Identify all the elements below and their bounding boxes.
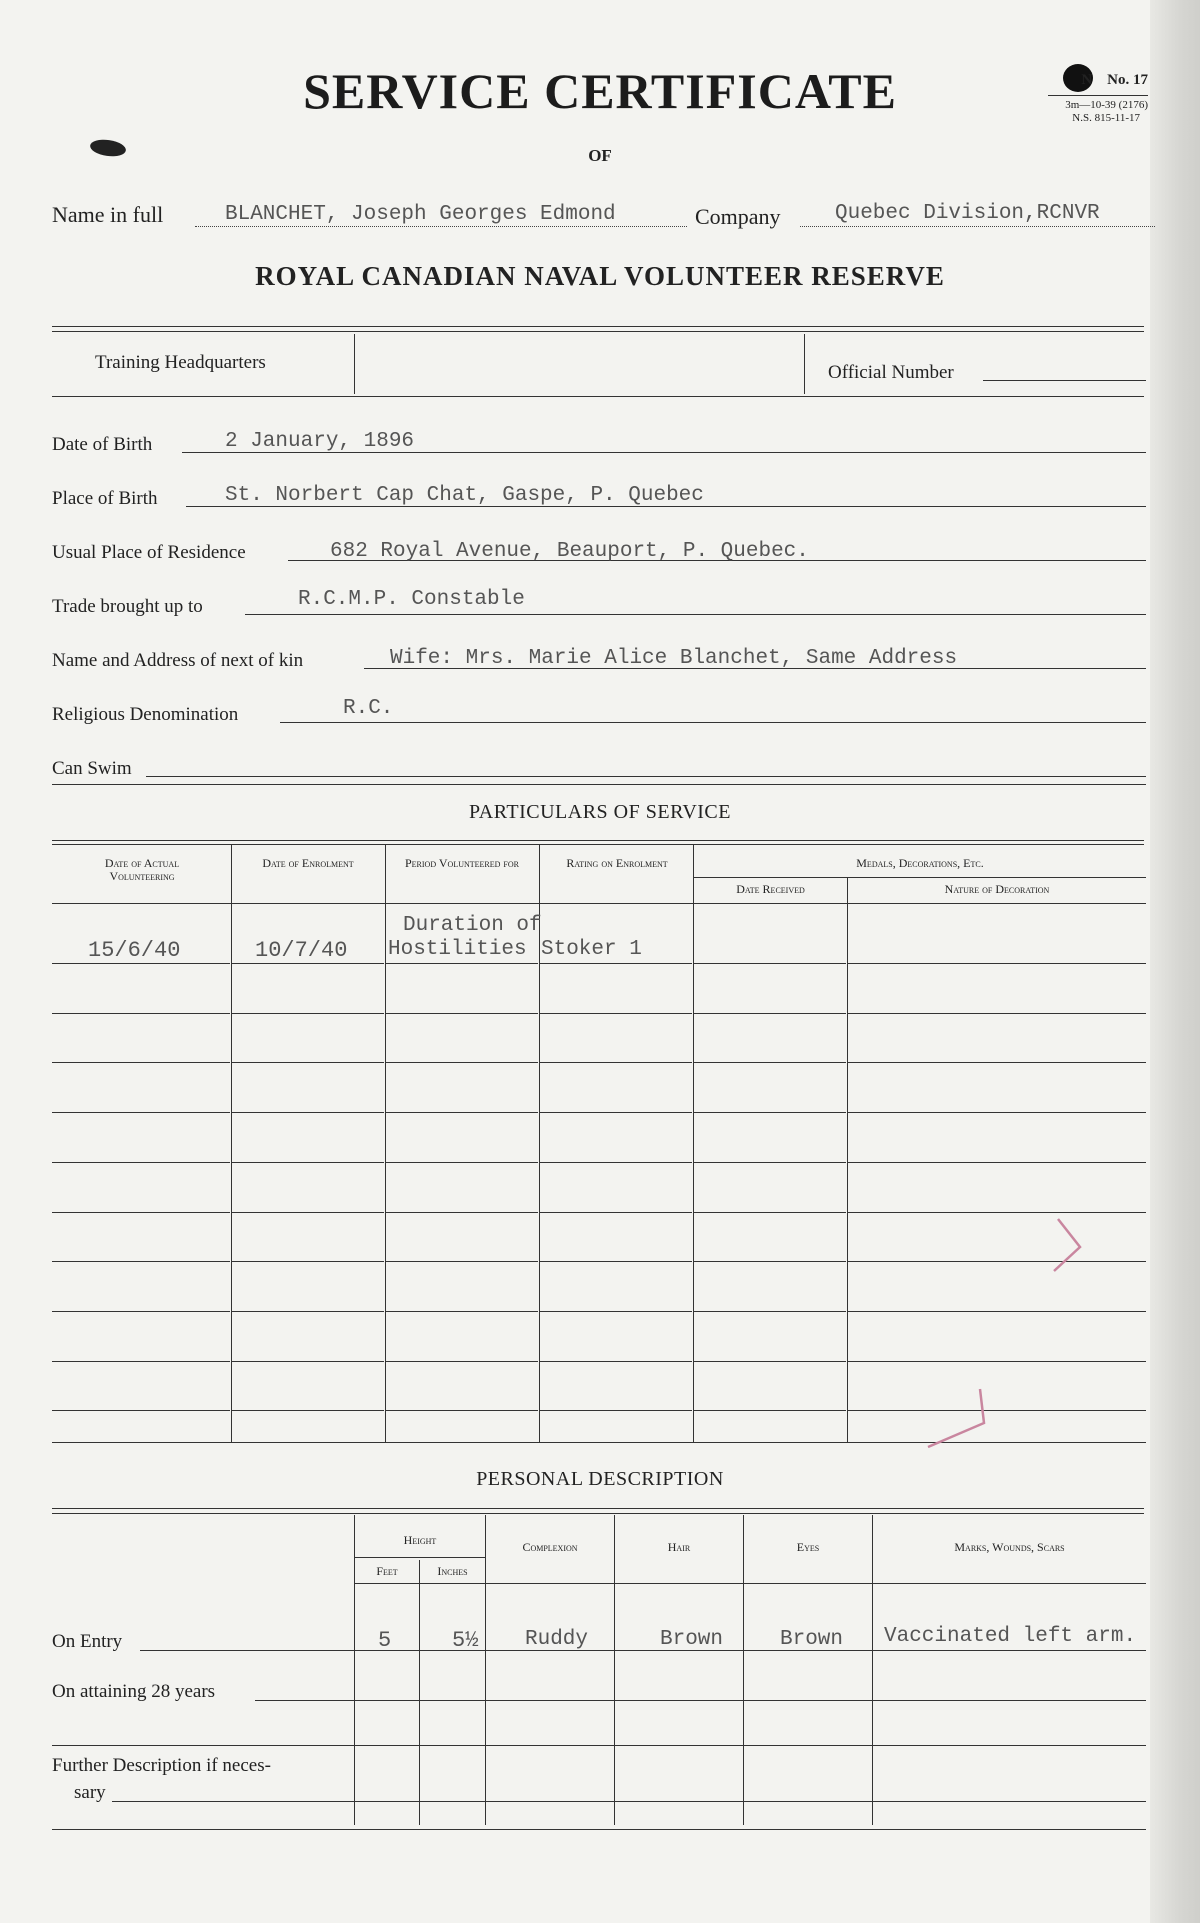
official-number-line [983,380,1146,381]
residence-label: Usual Place of Residence [52,542,246,563]
header-hair: Hair [667,1540,691,1554]
personal-col-divider-4 [614,1515,615,1825]
service-row-line [52,1410,230,1411]
service-row-line [232,1361,384,1362]
service-top-rule-1 [52,840,1144,841]
personal-col-divider-5 [743,1515,744,1825]
service-row-line [694,1361,846,1362]
service-volunteering-value: 15/6/40 [88,938,181,963]
service-row-line [848,1311,1146,1312]
next-of-kin-label: Name and Address of next of kin [52,650,304,671]
service-row-line [540,1013,692,1014]
pob-label: Place of Birth [52,488,158,509]
service-row-line [694,1162,846,1163]
header-eyes: Eyes [796,1540,820,1554]
service-header-bottom-rule [52,903,1146,904]
entry-inches-value: 5½ [452,1628,479,1653]
service-row-line [540,1311,692,1312]
on-entry-line [140,1650,1146,1651]
title-of: OF [588,146,612,165]
service-row-line [232,1410,384,1411]
service-row-line [52,1212,230,1213]
trade-value: R.C.M.P. Constable [298,588,525,611]
service-row-line [386,1112,538,1113]
service-row-line [540,1410,692,1411]
service-row-line [386,963,538,964]
religion-value: R.C. [343,697,394,720]
header-nature-decoration: Nature of Decoration [944,882,1050,896]
hq-divider-1 [354,334,355,394]
entry-complexion-value: Ruddy [525,1628,589,1651]
service-row-line [386,1410,538,1411]
pink-check-mark-1 [1050,1215,1092,1275]
hq-top-rule-2 [52,331,1144,332]
service-row-line [386,1013,538,1014]
service-row-line [694,1013,846,1014]
entry-hair-value: Brown [660,1628,724,1651]
service-rating-value: Stoker 1 [541,938,642,961]
personal-row-rule [52,1745,1146,1746]
service-row-line [386,1361,538,1362]
company-dotted-line [800,226,1155,227]
hq-top-rule-1 [52,326,1144,327]
personal-top-rule-2 [52,1513,1144,1514]
trade-line [245,614,1146,615]
pob-value: St. Norbert Cap Chat, Gaspe, P. Quebec [225,484,704,507]
header-feet: Feet [376,1564,398,1578]
service-row-line [694,1410,846,1411]
service-row-line [848,1112,1146,1113]
service-row-line [694,1062,846,1063]
service-row-line [540,1062,692,1063]
header-complexion: Complexion [522,1540,578,1554]
service-row-line [848,1013,1146,1014]
official-number-label: Official Number [828,362,954,383]
service-row-line [540,1112,692,1113]
service-period-line1: Duration of [403,914,542,937]
religion-label: Religious Denomination [52,704,239,725]
certificate-title: SERVICE CERTIFICATE [303,63,897,119]
header-date-enrolment: Date of Enrolment [262,856,354,870]
service-row-line [540,1162,692,1163]
service-row-line [386,1311,538,1312]
service-top-rule-2 [52,844,1144,845]
religion-line [280,722,1146,723]
personal-bottom-rule [52,1829,1146,1830]
can-swim-rule-2 [52,784,1146,785]
personal-col-divider-3 [485,1515,486,1825]
service-row-line [540,1361,692,1362]
service-row-line [540,963,692,964]
hq-bottom-rule [52,396,1144,397]
form-code: 3m—10-39 (2176) [1065,99,1148,111]
next-of-kin-value: Wife: Mrs. Marie Alice Blanchet, Same Address [390,647,958,670]
service-row-line [848,1261,1146,1262]
service-row-line [232,1162,384,1163]
service-row-line [232,963,384,964]
can-swim-label: Can Swim [52,758,132,779]
header-date-volunteering: Date of Actual Volunteering [104,856,180,883]
name-label: Name in full [52,202,164,227]
residence-value: 682 Royal Avenue, Beauport, P. Quebec. [330,540,809,563]
on-28-line [255,1700,1146,1701]
form-number [1048,72,1148,89]
personal-title: PERSONAL DESCRIPTION [476,1468,724,1490]
personal-col-divider-6 [872,1515,873,1825]
service-row-line [52,1062,230,1063]
service-col-divider-4 [693,845,694,1443]
service-col-divider-1 [231,845,232,1443]
service-col-divider-2 [385,845,386,1443]
service-row-line [232,1261,384,1262]
service-row-line [52,1361,230,1362]
service-row-line [694,1311,846,1312]
name-dotted-line [195,226,687,227]
dob-value: 2 January, 1896 [225,430,415,453]
service-row-line [848,963,1146,964]
header-date-received: Date Received [736,882,805,896]
personal-top-rule-1 [52,1508,1144,1509]
service-row-line [848,1062,1146,1063]
service-row-line [52,1162,230,1163]
trade-label: Trade brought up to [52,596,203,617]
service-row-line [232,1062,384,1063]
service-row-line [52,1013,230,1014]
form-ns: N.S. 815-11-17 [1072,112,1140,124]
service-row-line [386,1261,538,1262]
on-28-label: On attaining 28 years [52,1681,216,1702]
hq-divider-2 [804,334,805,394]
service-row-line [694,963,846,964]
service-row-line [848,1212,1146,1213]
name-value: BLANCHET, Joseph Georges Edmond [225,203,616,226]
service-row-line [232,1212,384,1213]
service-row-line [540,1261,692,1262]
service-title: PARTICULARS OF SERVICE [469,801,731,823]
medals-sub-rule [694,877,1146,878]
header-height: Height [403,1533,437,1547]
on-entry-label: On Entry [52,1631,123,1652]
service-row-line [386,1162,538,1163]
service-row-line [848,1162,1146,1163]
personal-col-divider-1 [354,1515,355,1825]
header-period-volunteered: Period Volunteered for [404,856,519,870]
service-row-line [848,1361,1146,1362]
header-marks: Marks, Wounds, Scars [954,1540,1065,1554]
company-value: Quebec Division,RCNVR [835,202,1100,225]
service-enrolment-value: 10/7/40 [255,938,348,963]
service-row-line [52,963,230,964]
punch-mark-left [89,138,127,159]
training-hq-label: Training Headquarters [95,352,266,373]
entry-feet-value: 5 [378,1628,392,1653]
service-row-line [232,1112,384,1113]
service-row-line [694,1261,846,1262]
form-number-value: No. 17 [1107,72,1148,88]
header-rating-enrolment: Rating on Enrolment [566,856,668,870]
organization-heading: ROYAL CANADIAN NAVAL VOLUNTEER RESERVE [255,261,945,291]
service-row-line [52,1261,230,1262]
personal-col-divider-2 [419,1560,420,1825]
service-row-line [694,1112,846,1113]
service-row-line [52,1311,230,1312]
entry-eyes-value: Brown [780,1628,844,1651]
service-row-line [386,1062,538,1063]
entry-marks-value: Vaccinated left arm. [884,1625,1137,1648]
header-medals: Medals, Decorations, Etc. [856,856,984,870]
can-swim-line [146,776,1146,777]
company-label: Company [695,204,781,229]
personal-header-bottom-rule [354,1583,1146,1584]
service-row-line [232,1013,384,1014]
service-row-line [848,1410,1146,1411]
pink-check-mark-2 [918,1385,988,1455]
service-row-line [232,1311,384,1312]
further-description-label-2: sary [74,1782,106,1803]
service-row-line [52,1112,230,1113]
further-description-line [112,1801,1146,1802]
form-number-rule [1048,95,1148,96]
service-row-line [694,1212,846,1213]
dob-label: Date of Birth [52,434,153,455]
form-number-prefix: N [1081,72,1093,88]
service-row-line [386,1212,538,1213]
page-edge-shadow [1150,0,1200,1923]
header-inches: Inches [437,1564,468,1578]
service-row-line [540,1212,692,1213]
height-sub-rule [355,1557,485,1558]
further-description-label-1: Further Description if neces- [52,1755,271,1776]
service-period-line2: Hostilities [388,938,527,961]
